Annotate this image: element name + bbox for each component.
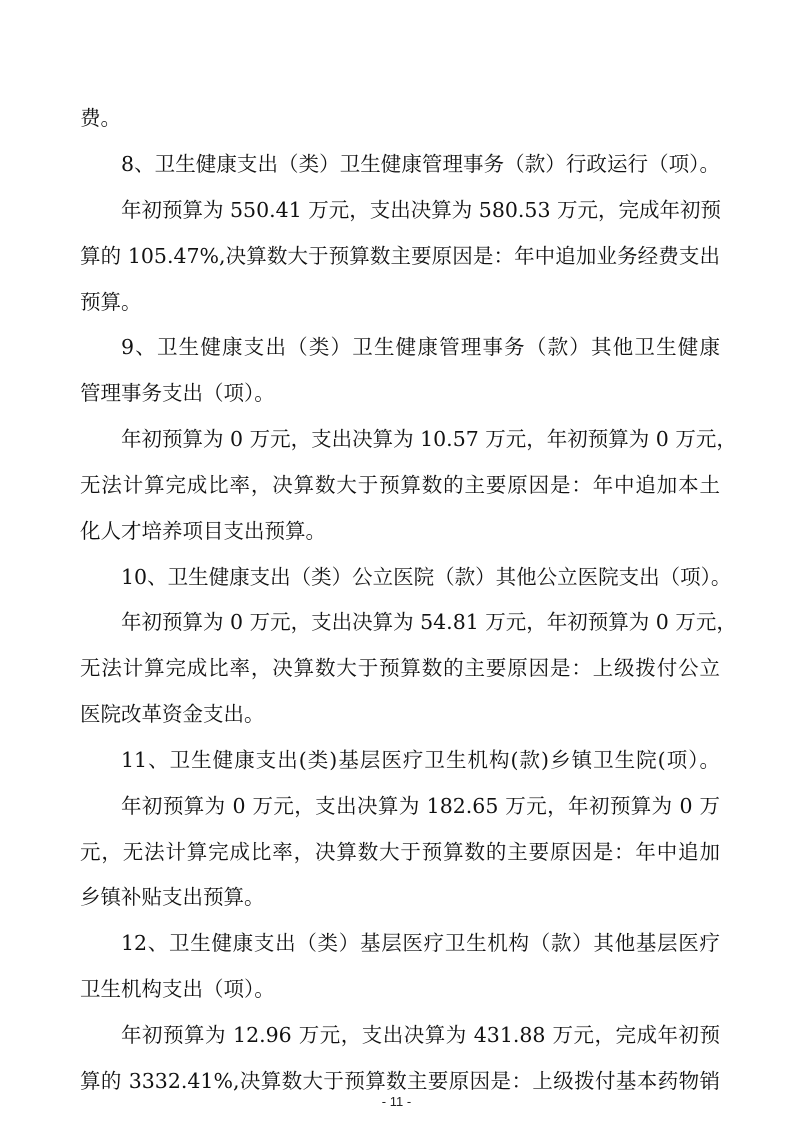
page-number: - 11 - xyxy=(381,1094,412,1109)
section-heading-9: 9、卫生健康支出（类）卫生健康管理事务（款）其他卫生健康 xyxy=(121,335,720,359)
paragraph-line: 乡镇补贴支出预算。 xyxy=(80,885,265,909)
paragraph-line: 费。 xyxy=(80,106,121,130)
paragraph-line: 无法计算完成比率，决算数大于预算数的主要原因是：上级拨付公立 xyxy=(80,656,720,680)
paragraph-line: 年初预算为 12.96 万元，支出决算为 431.88 万元，完成年初预 xyxy=(121,1023,720,1047)
paragraph-line: 年初预算为 550.41 万元，支出决算为 580.53 万元，完成年初预 xyxy=(121,198,722,222)
paragraph-line: 算的 105.47%,决算数大于预算数主要原因是：年中追加业务经费支出 xyxy=(80,244,720,268)
section-heading-10: 10、卫生健康支出（类）公立医院（款）其他公立医院支出（项）。 xyxy=(121,565,732,589)
paragraph-line: 医院改革资金支出。 xyxy=(80,702,265,726)
paragraph-line: 年初预算为 0 万元，支出决算为 10.57 万元，年初预算为 0 万元， xyxy=(121,427,737,451)
paragraph-line: 算的 3332.41%,决算数大于预算数主要原因是：上级拨付基本药物销 xyxy=(80,1069,720,1093)
paragraph-line: 预算。 xyxy=(80,290,142,314)
section-heading-9-cont: 管理事务支出（项）。 xyxy=(80,381,275,405)
paragraph-line: 无法计算完成比率，决算数大于预算数的主要原因是：年中追加本土 xyxy=(80,473,720,497)
paragraph-line: 化人才培养项目支出预算。 xyxy=(80,519,326,543)
section-heading-8: 8、卫生健康支出（类）卫生健康管理事务（款）行政运行（项）。 xyxy=(121,152,720,176)
section-heading-12: 12、卫生健康支出（类）基层医疗卫生机构（款）其他基层医疗 xyxy=(121,931,720,955)
section-heading-12-cont: 卫生机构支出（项）。 xyxy=(80,977,275,1001)
section-heading-11: 11、卫生健康支出(类)基层医疗卫生机构(款)乡镇卫生院(项）。 xyxy=(121,748,720,772)
paragraph-line: 元，无法计算完成比率，决算数大于预算数的主要原因是：年中追加 xyxy=(80,840,720,864)
paragraph-line: 年初预算为 0 万元，支出决算为 54.81 万元，年初预算为 0 万元， xyxy=(121,610,737,634)
paragraph-line: 年初预算为 0 万元，支出决算为 182.65 万元，年初预算为 0 万 xyxy=(121,794,720,818)
